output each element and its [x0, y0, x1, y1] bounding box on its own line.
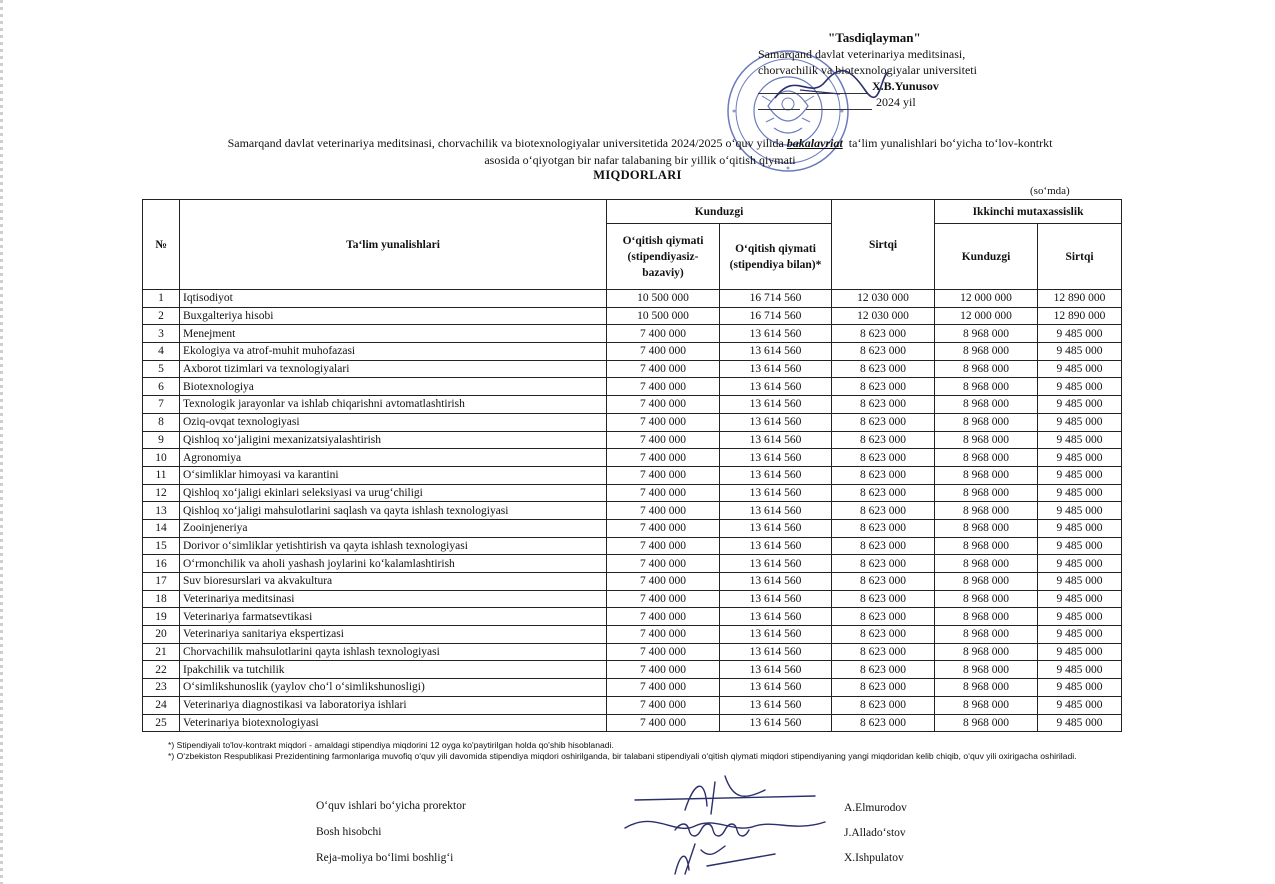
signatory-name: J.Allado‘stov — [844, 827, 906, 839]
document-title — [140, 135, 1140, 169]
row-cost-stipend: 13 614 560 — [720, 519, 832, 537]
header-second-day: Kunduzgi — [935, 224, 1038, 290]
row-second-day: 8 968 000 — [935, 643, 1038, 661]
row-second-extramural: 9 485 000 — [1038, 519, 1122, 537]
approval-line-2: chorvachilik va biotexnologiyalar universiteti — [758, 63, 977, 77]
row-second-day: 12 000 000 — [935, 290, 1038, 308]
row-cost-stipend: 13 614 560 — [720, 360, 832, 378]
table-row — [143, 519, 1122, 537]
row-direction-name: Veterinariya biotexnologiyasi — [180, 714, 607, 732]
row-cost-stipend: 13 614 560 — [720, 449, 832, 467]
row-cost-stipend: 13 614 560 — [720, 555, 832, 573]
row-second-extramural: 9 485 000 — [1038, 378, 1122, 396]
row-second-day: 8 968 000 — [935, 325, 1038, 343]
row-direction-name: Veterinariya farmatsevtikasi — [180, 608, 607, 626]
row-number: 5 — [143, 360, 180, 378]
row-second-extramural: 9 485 000 — [1038, 661, 1122, 679]
row-cost-stipend: 13 614 560 — [720, 502, 832, 520]
signatory-name: A.Elmurodov — [844, 802, 907, 814]
row-cost-base: 7 400 000 — [607, 413, 720, 431]
row-extramural: 8 623 000 — [832, 519, 935, 537]
row-extramural: 8 623 000 — [832, 661, 935, 679]
row-second-extramural: 9 485 000 — [1038, 679, 1122, 697]
footnotes — [150, 740, 1150, 762]
row-number: 9 — [143, 431, 180, 449]
row-second-extramural: 9 485 000 — [1038, 590, 1122, 608]
row-second-extramural: 9 485 000 — [1038, 466, 1122, 484]
row-direction-name: Chorvachilik mahsulotlarini qayta ishlash texnologiyasi — [180, 643, 607, 661]
row-direction-name: Axborot tizimlari va texnologiyalari — [180, 360, 607, 378]
row-second-day: 8 968 000 — [935, 378, 1038, 396]
signatory-role: Reja-moliya bo‘limi boshlig‘i — [316, 852, 454, 864]
row-number: 25 — [143, 714, 180, 732]
row-number: 12 — [143, 484, 180, 502]
rector-name: X.B.Yunusov — [872, 79, 939, 93]
row-direction-name: Qishloq xo‘jaligi ekinlari seleksiyasi va urug‘chiligi — [180, 484, 607, 502]
scan-edge — [0, 0, 3, 884]
row-second-extramural: 9 485 000 — [1038, 449, 1122, 467]
row-second-extramural: 9 485 000 — [1038, 573, 1122, 591]
row-cost-stipend: 16 714 560 — [720, 307, 832, 325]
footnote-1: *) Stipendiyali to'lov-kontrakt miqdori - amaldagi stipendiya miqdorini 12 oyga ko'paytirilgan holda qo'shib hisoblanadi. — [168, 740, 614, 750]
row-cost-stipend: 13 614 560 — [720, 714, 832, 732]
row-cost-stipend: 13 614 560 — [720, 484, 832, 502]
table-row — [143, 378, 1122, 396]
row-number: 19 — [143, 608, 180, 626]
row-direction-name: Qishloq xo‘jaligini mexanizatsiyalashtirish — [180, 431, 607, 449]
table-row — [143, 466, 1122, 484]
row-second-extramural: 9 485 000 — [1038, 626, 1122, 644]
row-number: 21 — [143, 643, 180, 661]
row-direction-name: Veterinariya meditsinasi — [180, 590, 607, 608]
row-second-extramural: 9 485 000 — [1038, 396, 1122, 414]
row-number: 20 — [143, 626, 180, 644]
header-cost-base: O‘qitish qiymati (stipendiyasiz-bazaviy) — [607, 224, 720, 290]
row-cost-stipend: 13 614 560 — [720, 466, 832, 484]
row-extramural: 8 623 000 — [832, 679, 935, 697]
row-direction-name: Agronomiya — [180, 449, 607, 467]
signatory-roles — [316, 793, 466, 871]
row-number: 7 — [143, 396, 180, 414]
row-cost-stipend: 13 614 560 — [720, 343, 832, 361]
row-cost-base: 7 400 000 — [607, 449, 720, 467]
row-number: 11 — [143, 466, 180, 484]
table-row — [143, 679, 1122, 697]
row-cost-stipend: 13 614 560 — [720, 679, 832, 697]
row-direction-name: Iqtisodiyot — [180, 290, 607, 308]
title-part-1: Samarqand davlat veterinariya meditsinasi, chorvachilik va biotexnologiyalar universitetida 2024/2025 o‘quv yilida — [227, 136, 784, 150]
row-cost-stipend: 13 614 560 — [720, 413, 832, 431]
row-direction-name: Dorivor o‘simliklar yetishtirish va qayta ishlash texnologiyasi — [180, 537, 607, 555]
row-number: 17 — [143, 573, 180, 591]
row-second-extramural: 9 485 000 — [1038, 413, 1122, 431]
row-cost-base: 7 400 000 — [607, 343, 720, 361]
row-second-extramural: 9 485 000 — [1038, 343, 1122, 361]
row-cost-base: 10 500 000 — [607, 290, 720, 308]
row-cost-base: 7 400 000 — [607, 360, 720, 378]
row-second-day: 8 968 000 — [935, 679, 1038, 697]
row-number: 3 — [143, 325, 180, 343]
table-row — [143, 608, 1122, 626]
row-second-extramural: 9 485 000 — [1038, 325, 1122, 343]
row-number: 4 — [143, 343, 180, 361]
row-extramural: 8 623 000 — [832, 396, 935, 414]
table-row — [143, 661, 1122, 679]
approval-heading: "Tasdiqlayman" — [828, 30, 921, 45]
currency-unit: (so‘mda) — [1030, 185, 1070, 197]
row-cost-stipend: 13 614 560 — [720, 626, 832, 644]
row-extramural: 8 623 000 — [832, 325, 935, 343]
row-cost-stipend: 13 614 560 — [720, 396, 832, 414]
row-number: 24 — [143, 696, 180, 714]
row-cost-base: 7 400 000 — [607, 537, 720, 555]
table-row — [143, 696, 1122, 714]
tuition-fees-table — [142, 199, 1122, 732]
table-row — [143, 502, 1122, 520]
rector-signature — [770, 60, 890, 110]
table-row — [143, 643, 1122, 661]
signatory-role: O‘quv ishlari bo‘yicha prorektor — [316, 800, 466, 812]
row-cost-base: 7 400 000 — [607, 555, 720, 573]
table-row — [143, 573, 1122, 591]
row-number: 15 — [143, 537, 180, 555]
title-part-2: ta‘lim yunalishlari bo‘yicha to‘lov-kontrkt — [848, 136, 1053, 150]
table-row — [143, 290, 1122, 308]
row-cost-stipend: 13 614 560 — [720, 378, 832, 396]
row-second-extramural: 9 485 000 — [1038, 555, 1122, 573]
row-second-extramural: 9 485 000 — [1038, 502, 1122, 520]
row-extramural: 8 623 000 — [832, 537, 935, 555]
row-extramural: 8 623 000 — [832, 466, 935, 484]
row-direction-name: Biotexnologiya — [180, 378, 607, 396]
row-cost-base: 7 400 000 — [607, 626, 720, 644]
row-cost-base: 7 400 000 — [607, 661, 720, 679]
row-cost-stipend: 13 614 560 — [720, 696, 832, 714]
row-direction-name: Buxgalteriya hisobi — [180, 307, 607, 325]
row-extramural: 12 030 000 — [832, 307, 935, 325]
header-day-group: Kunduzgi — [607, 200, 832, 224]
row-cost-base: 7 400 000 — [607, 466, 720, 484]
row-second-extramural: 9 485 000 — [1038, 537, 1122, 555]
row-number: 13 — [143, 502, 180, 520]
row-number: 18 — [143, 590, 180, 608]
row-cost-base: 7 400 000 — [607, 573, 720, 591]
row-direction-name: Suv bioresurslari va akvakultura — [180, 573, 607, 591]
row-second-day: 8 968 000 — [935, 714, 1038, 732]
row-direction-name: Menejment — [180, 325, 607, 343]
row-extramural: 8 623 000 — [832, 449, 935, 467]
row-direction-name: O‘simlikshunoslik (yaylov cho‘l o‘simlikshunosligi) — [180, 679, 607, 697]
header-extramural: Sirtqi — [832, 200, 935, 290]
row-extramural: 8 623 000 — [832, 343, 935, 361]
approval-year: 2024 yil — [876, 95, 916, 109]
row-cost-base: 7 400 000 — [607, 431, 720, 449]
table-row — [143, 343, 1122, 361]
row-direction-name: Ipakchilik va tutchilik — [180, 661, 607, 679]
table-row — [143, 537, 1122, 555]
row-cost-base: 7 400 000 — [607, 396, 720, 414]
handwritten-signatures — [615, 770, 840, 882]
row-direction-name: Ekologiya va atrof-muhit muhofazasi — [180, 343, 607, 361]
row-extramural: 8 623 000 — [832, 502, 935, 520]
row-second-day: 8 968 000 — [935, 537, 1038, 555]
row-second-day: 8 968 000 — [935, 555, 1038, 573]
row-second-extramural: 9 485 000 — [1038, 484, 1122, 502]
row-cost-stipend: 13 614 560 — [720, 325, 832, 343]
row-extramural: 12 030 000 — [832, 290, 935, 308]
row-cost-base: 10 500 000 — [607, 307, 720, 325]
header-direction: Ta‘lim yunalishlari — [180, 200, 607, 290]
table-row — [143, 325, 1122, 343]
row-cost-stipend: 13 614 560 — [720, 431, 832, 449]
row-second-day: 8 968 000 — [935, 431, 1038, 449]
row-extramural: 8 623 000 — [832, 590, 935, 608]
row-extramural: 8 623 000 — [832, 643, 935, 661]
row-second-day: 8 968 000 — [935, 519, 1038, 537]
row-cost-stipend: 16 714 560 — [720, 290, 832, 308]
row-cost-base: 7 400 000 — [607, 502, 720, 520]
row-cost-stipend: 13 614 560 — [720, 573, 832, 591]
row-cost-stipend: 13 614 560 — [720, 643, 832, 661]
table-body — [143, 290, 1122, 732]
header-second-specialty: Ikkinchi mutaxassislik — [935, 200, 1122, 224]
signatory-role: Bosh hisobchi — [316, 826, 382, 838]
row-second-extramural: 9 485 000 — [1038, 714, 1122, 732]
table-row — [143, 714, 1122, 732]
row-second-day: 8 968 000 — [935, 396, 1038, 414]
approval-line-1: Samarqand davlat veterinariya meditsinasi, — [758, 47, 966, 61]
row-direction-name: Zooinjeneriya — [180, 519, 607, 537]
row-number: 14 — [143, 519, 180, 537]
row-second-day: 8 968 000 — [935, 449, 1038, 467]
row-direction-name: O‘rmonchilik va aholi yashash joylarini ko‘kalamlashtirish — [180, 555, 607, 573]
row-second-day: 8 968 000 — [935, 484, 1038, 502]
row-cost-base: 7 400 000 — [607, 378, 720, 396]
row-number: 8 — [143, 413, 180, 431]
title-highlight: bakalavriat — [786, 136, 843, 150]
row-second-day: 8 968 000 — [935, 608, 1038, 626]
row-number: 23 — [143, 679, 180, 697]
row-direction-name: Oziq-ovqat texnologiyasi — [180, 413, 607, 431]
title-line-2: asosida o‘qiyotgan bir nafar talabaning bir yillik o‘qitish qiymati — [484, 153, 796, 167]
row-cost-base: 7 400 000 — [607, 679, 720, 697]
header-cost-stipend: O‘qitish qiymati (stipendiya bilan)* — [720, 224, 832, 290]
row-second-day: 8 968 000 — [935, 661, 1038, 679]
table-row — [143, 590, 1122, 608]
table-row — [143, 396, 1122, 414]
row-extramural: 8 623 000 — [832, 573, 935, 591]
row-second-extramural: 9 485 000 — [1038, 643, 1122, 661]
row-cost-base: 7 400 000 — [607, 325, 720, 343]
row-second-extramural: 9 485 000 — [1038, 360, 1122, 378]
row-cost-base: 7 400 000 — [607, 608, 720, 626]
row-extramural: 8 623 000 — [832, 378, 935, 396]
row-cost-base: 7 400 000 — [607, 484, 720, 502]
footnote-2: *) O‘zbekiston Respublikasi Prezidentining farmonlariga muvofiq o‘quv yili davomida stipendiya miqdori oshirilganda, bir talabani stipendiyali o‘qitish qiymati miqdori stipendiyaning yangi miqdoridan kelib chiqib, o‘quv yili oxirigacha oshiriladi. — [168, 751, 1077, 761]
header-second-extramural: Sirtqi — [1038, 224, 1122, 290]
row-direction-name: Texnologik jarayonlar va ishlab chiqarishni avtomatlashtirish — [180, 396, 607, 414]
row-second-extramural: 9 485 000 — [1038, 608, 1122, 626]
row-extramural: 8 623 000 — [832, 714, 935, 732]
table-row — [143, 431, 1122, 449]
row-direction-name: O‘simliklar himoyasi va karantini — [180, 466, 607, 484]
row-cost-base: 7 400 000 — [607, 590, 720, 608]
signatory-name: X.Ishpulatov — [844, 852, 904, 864]
table-row — [143, 626, 1122, 644]
row-second-day: 8 968 000 — [935, 360, 1038, 378]
row-number: 10 — [143, 449, 180, 467]
row-second-extramural: 9 485 000 — [1038, 431, 1122, 449]
row-cost-base: 7 400 000 — [607, 519, 720, 537]
row-cost-base: 7 400 000 — [607, 696, 720, 714]
signatory-names — [844, 796, 907, 871]
table-row — [143, 307, 1122, 325]
row-cost-stipend: 13 614 560 — [720, 661, 832, 679]
row-cost-stipend: 13 614 560 — [720, 590, 832, 608]
row-number: 2 — [143, 307, 180, 325]
table-row — [143, 449, 1122, 467]
row-second-day: 8 968 000 — [935, 696, 1038, 714]
row-extramural: 8 623 000 — [832, 484, 935, 502]
row-second-day: 8 968 000 — [935, 573, 1038, 591]
row-direction-name: Veterinariya sanitariya ekspertizasi — [180, 626, 607, 644]
row-second-day: 8 968 000 — [935, 502, 1038, 520]
row-second-day: 8 968 000 — [935, 413, 1038, 431]
table-row — [143, 555, 1122, 573]
row-cost-base: 7 400 000 — [607, 714, 720, 732]
row-second-extramural: 9 485 000 — [1038, 696, 1122, 714]
table-row — [143, 360, 1122, 378]
row-direction-name: Qishloq xo‘jaligi mahsulotlarini saqlash va qayta ishlash texnologiyasi — [180, 502, 607, 520]
row-second-day: 8 968 000 — [935, 590, 1038, 608]
table-row — [143, 484, 1122, 502]
row-second-extramural: 12 890 000 — [1038, 290, 1122, 308]
row-direction-name: Veterinariya diagnostikasi va laboratoriya ishlari — [180, 696, 607, 714]
row-number: 16 — [143, 555, 180, 573]
row-number: 6 — [143, 378, 180, 396]
row-cost-stipend: 13 614 560 — [720, 608, 832, 626]
row-number: 22 — [143, 661, 180, 679]
row-extramural: 8 623 000 — [832, 431, 935, 449]
row-second-day: 8 968 000 — [935, 343, 1038, 361]
header-number: № — [143, 200, 180, 290]
row-extramural: 8 623 000 — [832, 696, 935, 714]
row-extramural: 8 623 000 — [832, 608, 935, 626]
row-second-day: 8 968 000 — [935, 626, 1038, 644]
table-row — [143, 413, 1122, 431]
row-cost-stipend: 13 614 560 — [720, 537, 832, 555]
row-extramural: 8 623 000 — [832, 360, 935, 378]
row-extramural: 8 623 000 — [832, 413, 935, 431]
row-cost-base: 7 400 000 — [607, 643, 720, 661]
row-number: 1 — [143, 290, 180, 308]
title-miqdorlari: MIQDORLARI — [593, 168, 682, 182]
row-second-day: 8 968 000 — [935, 466, 1038, 484]
row-second-day: 12 000 000 — [935, 307, 1038, 325]
row-extramural: 8 623 000 — [832, 626, 935, 644]
row-extramural: 8 623 000 — [832, 555, 935, 573]
row-second-extramural: 12 890 000 — [1038, 307, 1122, 325]
